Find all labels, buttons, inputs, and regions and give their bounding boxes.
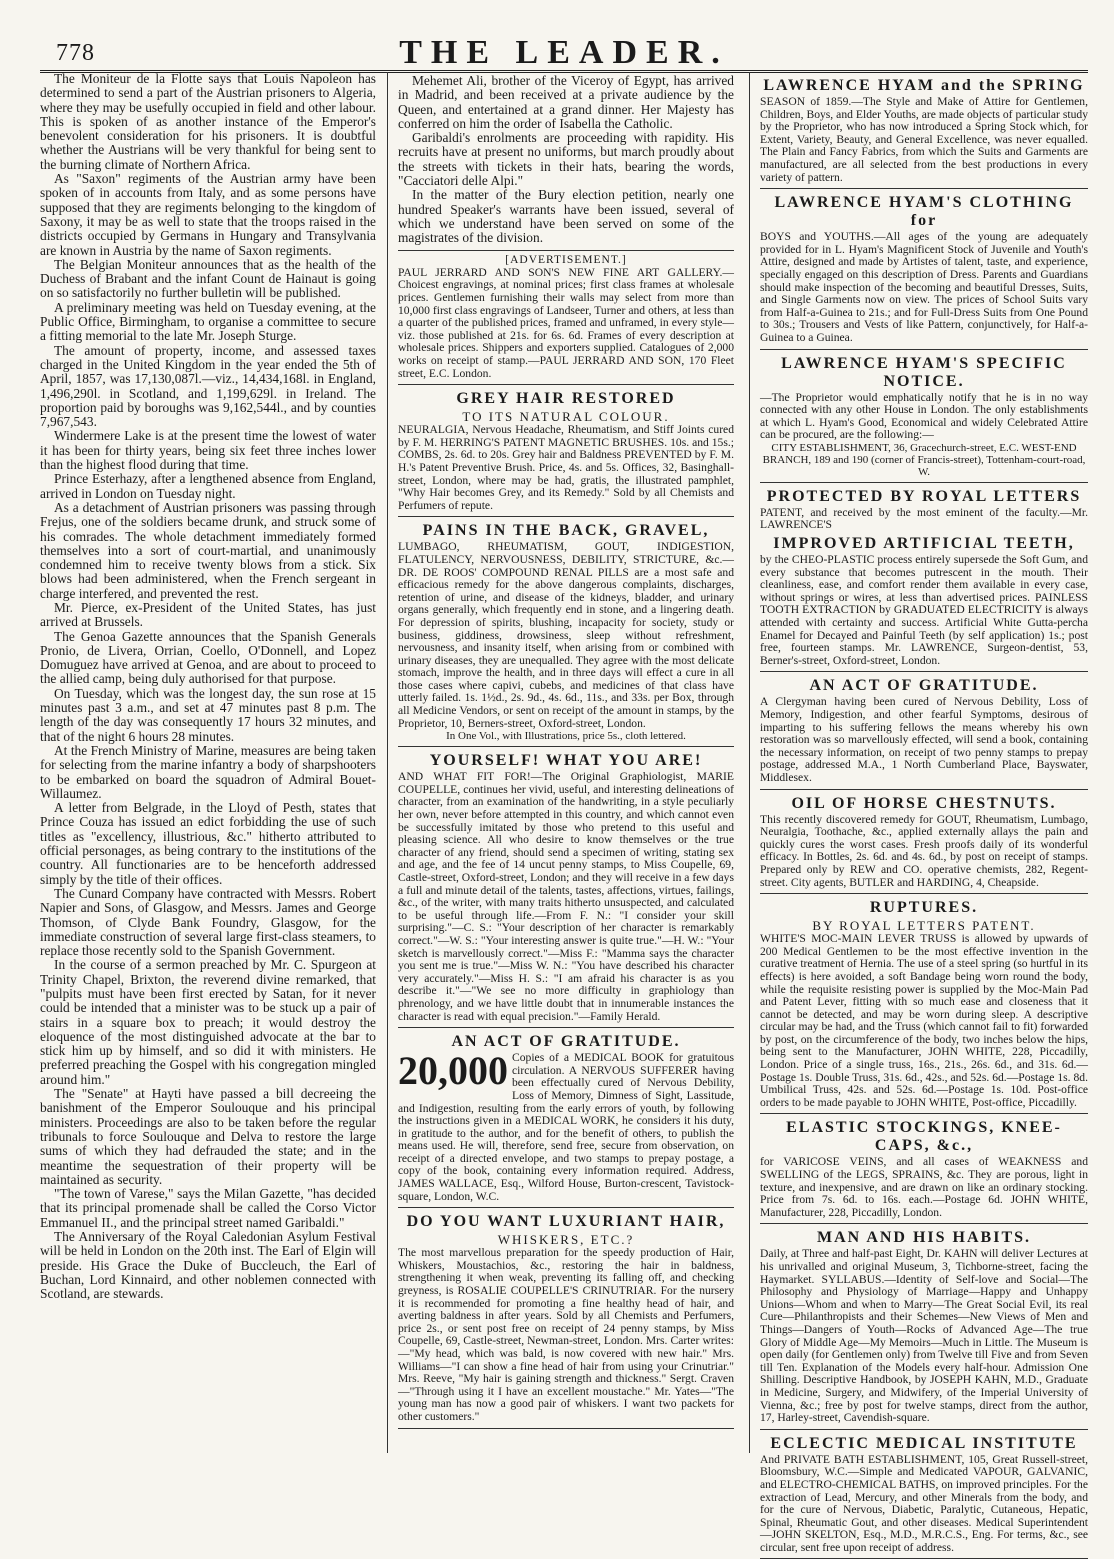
- advertisement-body: NEURALGIA, Nervous Headache, Rheumatism, and Stiff Joints cured by F. M. HERRING'S PATENT MAGNETIC BRUSHES. 10s. and 15s.; COMBS, 2s. 6d. to 20s. Grey hair and Baldness PREVENTED by F. M. H.'s Patent Preventive Brush. Price, 4s. and 5s. Offices, 32, Basinghall-street, London, where may be had, gratis, the illustrated pamphlet, "Why Hair becomes Grey, and its Remedy." Sold by all Chemists and Perfumers of repute.: [398, 423, 734, 512]
- advertisement-headline: LAWRENCE HYAM and the SPRING: [763, 77, 1085, 94]
- columns: [40, 71, 1088, 1554]
- advertisement-body: —The Proprietor would emphatically notify that he is in no way connected with any other House in London. The only establishments at which L. Hyam's Good, Economical and widely Celebrated Attire can be procured, are the following:—: [760, 390, 1088, 442]
- news-paragraph: "The town of Varese," says the Milan Gazette, "has decided that its principal promenade shall be called the Corso Victor Emmanuel II., and the principal street named Garibaldi.": [40, 1186, 376, 1230]
- advertisement-subhead: IMPROVED ARTIFICIAL TEETH,: [773, 535, 1075, 553]
- advert-column-3: [760, 72, 1088, 1554]
- advertisement-body: by the CHEO-PLASTIC process entirely supersede the Soft Gum, and every substance that becomes putrescent in the mouth. Their cleanliness, ease, and comfort render them available in every case, without springs or wires, at less than advertised prices. PAINLESS TOOTH EXTRACTION by GRADUATED ELECTRICITY is always attended with certainty and success. Artificial White Gutta-percha Enamel for Decayed and Painful Teeth (by self application) 1s.; post free, fourteen stamps. Mr. LAWRENCE, Surgeon-dentist, 53, Berner's-street, Oxford-street, London.: [760, 553, 1088, 667]
- advertisement-luxuriant-hair: [398, 1208, 734, 1428]
- advertisement-body: AND WHAT FIT FOR!—The Original Graphiologist, MARIE COUPELLE, continues her vivid, useful, and interesting delineations of character, from an examination of the handwriting, in a style peculiarly her own, never before attempted in this country, and which cannot even be successfully imitated by those who pretend to this useful and pleasing science. All who desire to know themselves or the true character of any friend, should send a specimen of writing, stating sex and age, and the fee of 14 uncut penny stamps, to Miss Coupelle, 69, Castle-street, Oxford-street, London; and they will receive in a few days a full and minute detail of the talents, tastes, affections, virtues, failings, &c., of the writer, with many traits hitherto unsuspected, and calculated to be useful through life.—From F. N.: "I consider your skill surprising."—C. S.: "Your description of her character is remarkably correct."—W. S.: "Your interesting answer is quite true."—H. W.: "Your sketch is marvellously correct."—Miss F.: "Mamma says the character you sent me is true."—Miss W. N.: "You have described his character very accurately."—Miss H. S.: "I am afraid his character is as you describe it."—"We see no more difficulty in graphiology than phrenology, and we have little doubt that in innumerable instances the character is read with equal precision."—Family Herald.: [398, 770, 734, 1023]
- advertisement-hyam-spring: [760, 72, 1088, 189]
- news-paragraph: Mr. Pierce, ex-President of the United States, has just arrived at Brussels.: [40, 599, 376, 630]
- advertisement-man-habits: [760, 1224, 1088, 1429]
- advertisement-body: Daily, at Three and half-past Eight, Dr. KAHN will deliver Lectures at his unrivalled and original Museum, 3, Tichborne-street, facing the Haymarket. SYLLABUS.—Identity of Self-love and Social—The Philosophy and Physiology of Marriage—Happy and Unhappy Unions—Whom and when to Marry—The Great Social Evil, its real Cure—Philanthropists and their Schemes—New Views of Men and Things—Dangers of Youth—Rocks of Advanced Age—The true Glory of Middle Age—My Memoirs—Much in Little. The Museum is open daily (for Gentlemen only) from Twelve till Five and from Seven till Ten. Explanation of the Models every half-hour. Admission One Shilling. Descriptive Handbook, by JOSEPH KAHN, M.D., Graduate in Medicine, Surgery, and Midwifery, of the Imperial University of Vienna, &c.; free by post for twelve stamps, direct from the author, 17, Harley-street, Cavendish-square.: [760, 1247, 1088, 1425]
- advertisement-body: PATENT, and received by the most eminent of the faculty.—Mr. LAWRENCE'S: [760, 505, 1088, 532]
- advertisement-subhead: WHISKERS, ETC.?: [497, 1232, 635, 1248]
- advertisement-hyam-clothing: [760, 189, 1088, 349]
- news-paragraph: The Cunard Company have contracted with Messrs. Robert Napier and Sons, of Glasgow, and Messrs. James and George Thomson, of Clyde Bank Foundry, Glasgow, for the immediate construction of several large first-class steamers, to replace those recently sold to the Spanish Government.: [40, 885, 376, 959]
- advertisement-headline: ELASTIC STOCKINGS, KNEE-CAPS, &c.,: [786, 1119, 1062, 1155]
- advertisement-headline: MAN AND HIS HABITS.: [816, 1229, 1032, 1247]
- advertisement-body: SEASON of 1859.—The Style and Make of Attire for Gentlemen, Children, Boys, and Elder Youths, are made objects of particular study by the Proprietor, who has now introduced a Spring Stock which, for Extent, Variety, Beauty, and General Excellence, was never equalled. The Plain and Fancy Fabrics, from which the Suits and Garments are manufactured, are all selected from the best productions in every variety of pattern.: [760, 95, 1088, 184]
- news-column-1: [40, 72, 376, 1453]
- advertisement-body: WHITE'S MOC-MAIN LEVER TRUSS is allowed by upwards of 200 Medical Gentlemen to be the most effective invention in the curative treatment of Hernia. The use of a steel spring (so hurtful in its effects) is here avoided, a soft Bandage being worn round the body, while the requisite resisting power is supplied by the Moc-Main Pad and Patent Lever, fitting with so much ease and closeness that it cannot be detected, and may be worn during sleep. A descriptive circular may be had, and the Truss (which cannot fail to fit) forwarded by post, on the circumference of the body, two inches below the hips, being sent to the Manufacturer, JOHN WHITE, 228, Piccadilly, London. Price of a single truss, 16s., 21s., 26s. 6d., and 31s. 6d.—Postage 1s. Double Truss, 31s. 6d., 42s., and 52s. 6d.—Postage 1s. 8d. Umbilical Truss, 42s. and 52s. 6d.—Postage 1s. 10d. Post-office orders to be made payable to JOHN WHITE, Post-office, Piccadilly.: [760, 932, 1088, 1109]
- advertisement-body: The most marvellous preparation for the speedy production of Hair, Whiskers, Moustachios, &c., restoring the hair in baldness, strengthening it when weak, preventing its falling off, and checking greyness, is ROSALIE COUPELLE'S CRINUTRIAR. For the nursery it is recommended for promoting a fine healthy head of hair, and averting baldness in after years. Sold by all Chemists and Perfumers, price 2s., or sent post free on receipt of 24 penny stamps, by Miss Coupelle, 69, Castle-street, Newman-street, London. Mrs. Carter writes:—"My head, which was bald, is now covered with new hair." Mrs. Williams—"I can show a fine head of hair from using your Crinutriar." Mrs. Reeve, "My hair is gaining strength and thickness." Sergt. Craven—"Through using it I have an excellent moustache." Mr. Yates—"The young man has now a good pair of whiskers. I want two packets for other customers.": [398, 1246, 734, 1423]
- news-paragraph: Garibaldi's enrolments are proceeding with rapidity. His recruits have at present no uniforms, but march proudly about the streets with tickets in their hats, bearing the words, "Cacciatori delle Alpi.": [398, 130, 734, 189]
- page-number: 778: [56, 40, 95, 66]
- news-paragraph: Windermere Lake is at the present time the lowest of water it has been for thirty years, being six feet three inches lower than the highest flood during that time.: [40, 428, 376, 473]
- news-paragraph: At the French Ministry of Marine, measures are being taken for selecting from the marine infantry a body of sharpshooters to be embarked on board the squadron of Admiral Bouet-Willaumez.: [40, 742, 376, 801]
- advertisement-headline: AN ACT OF GRATITUDE.: [451, 1033, 681, 1051]
- advertisement-clergyman: [760, 672, 1088, 789]
- news-paragraph: The Moniteur de la Flotte says that Louis Napoleon has determined to send a part of the Austrian prisoners to Algeria, where they may be usefully occupied in field and other labour. This is spoken of as another instance of the Emperor's benevolent consideration for his prisoners. It is doubtful whether the Austrians will be very thankful for being sent to the burning climate of Northern Africa.: [40, 71, 376, 172]
- advertisement-body: A Clergyman having been cured of Nervous Debility, Loss of Memory, Indigestion, and other fearful Symptoms, desirous of imparting to his suffering fellows the means whereby his own restoration was so marvellously effected, will send a book, containing the necessary information, on receipt of two penny stamps to prepay postage, addressed M.A., 1 North Cumberland Place, Bayswater, Middlesex.: [760, 695, 1088, 784]
- column-rule: [387, 72, 388, 1453]
- news-paragraph: As a detachment of Austrian prisoners was passing through Frejus, one of the soldiers became drunk, and struck some of his comrades. The whole detachment immediately formed themselves into a sort of court-martial, and unanimously condemned him to receive twenty blows from a stick. Six blows had been administered, when the French sergeant in charge interfered, and prevented the rest.: [40, 499, 376, 601]
- news-paragraph: Prince Esterhazy, after a lengthened absence from England, arrived in London on Tuesday night.: [40, 471, 376, 501]
- advertisement-eclectic: [760, 1430, 1088, 1559]
- advertisement-gratitude-book: [398, 1028, 734, 1208]
- news-paragraph: The Genoa Gazette announces that the Spanish Generals Pronio, de Livera, Orrian, Coello, O'Donnell, and Lopez Domuguez have arrived at Genoa, and are about to proceed to the allied camp, being duly authorised for that purpose.: [40, 628, 376, 687]
- news-paragraph: The Belgian Moniteur announces that as the health of the Duchess of Brabant and the infant Count de Hainaut is going on so satisfactorily no further bulletin will be published.: [40, 256, 376, 301]
- news-paragraph: In the matter of the Bury election petition, nearly one hundred Speaker's warrants have been issued, several of which we understand have been served on some of the magistrates of the division.: [398, 187, 734, 246]
- advertisement-text: Copies of a MEDICAL BOOK for gratuitous circulation. A NERVOUS SUFFERER having been effectually cured of Nervous Debility, Loss of Memory, Dimness of Sight, Lassitude, and Indigestion, resulting from the early errors of youth, by following the instructions given in a MEDICAL WORK, he considers it his duty, in gratitude to the author, and for the benefit of others, to publish the means used. He will, therefore, send free, secure from observation, on receipt of a directed envelope, and two stamps to prepay postage, a copy of the book, containing every information required. Address, JAMES WALLACE, Esq., Wilford House, Burton-crescent, Tavistock-square, London, W.C.: [398, 1051, 734, 1203]
- news-block: [398, 72, 734, 251]
- advertisement-headline: DO YOU WANT LUXURIANT HAIR,: [406, 1213, 726, 1231]
- advertisement-renal-pills: [398, 517, 734, 747]
- advertisement-hyam-notice: [760, 350, 1088, 483]
- advertisement-headline: OIL OF HORSE CHESTNUTS.: [791, 794, 1057, 812]
- advertisement-footer: In One Vol., with Illustrations, price 5s., cloth lettered.: [446, 730, 686, 743]
- column-rule: [749, 72, 750, 1453]
- advertisement-body: LUMBAGO, RHEUMATISM, GOUT, INDIGESTION, FLATULENCY, NERVOUSNESS, DEBILITY, STRICTURE, &c.—DR. DE ROOS' COMPOUND RENAL PILLS are a most safe and efficacious remedy for the above dangerous complaints, discharges, retention of urine, and disease of the kidneys, bladder, and urinary organs generally, which frequently end in stone, and a lingering death. For depression of spirits, blushing, incapacity for society, study or business, giddiness, drowsiness, sleep without refreshment, nervousness, and insanity itself, when arising from or combined with urinary diseases, they are unequalled. They agree with the most delicate stomach, improve the health, and in three days will effect a cure in all those cases where capivi, cubebs, and medicines of that class have utterly failed. 1s. 1½d., 2s. 9d., 4s. 6d., 11s., and 33s. per Box, through all Medicine Vendors, or sent on receipt of the amount in stamps, by the Proprietor, 10, Berners-street, Oxford-street, London.: [398, 540, 734, 730]
- advertisement-body: PAUL JERRARD AND SON'S NEW FINE ART GALLERY.—Choicest engravings, at nominal prices; first class frames at wholesale prices. Gentlemen furnishing their walls may select from more than 10,000 first class engravings of Landseer, Turner and others, at less than a quarter of the published prices, framed and unframed, in every style—viz. those published at 21s. for 6s. 6d. Frames of every description at wholesale prices. Shippers and exporters supplied. Catalogues of 2,000 works on receipt of stamp.—PAUL JERRARD AND SON, 170 Fleet street, E.C. London.: [398, 265, 734, 380]
- news-paragraph: As "Saxon" regiments of the Austrian army have been spoken of in accounts from Italy, and as some persons have supposed that they are regiments belonging to the kingdom of Saxony, it may be as well to state that the troops raised in the districts occupied by Germans in Hungary and Transylvania are known in Austria by the name of Saxon regiments.: [40, 171, 376, 258]
- news-paragraph: The "Senate" at Hayti have passed a bill decreeing the banishment of the Emperor Soulouque and his principal ministers. Proceedings are also to be taken before the regular tribunals to force Soulouque and Delva to restore the large sums of which they had defrauded the state; and in the meantime the sequestration of their property will be maintained as security.: [40, 1086, 376, 1187]
- advertisement-label: [ADVERTISEMENT.]: [505, 253, 627, 266]
- advertisement-stockings: [760, 1114, 1088, 1224]
- advertisement-subhead: BY ROYAL LETTERS PATENT.: [812, 918, 1036, 934]
- advertisement-headline: AN ACT OF GRATITUDE.: [809, 677, 1039, 695]
- masthead: [40, 0, 1088, 73]
- advertisement-graphiology: [398, 747, 734, 1028]
- advertisement-teeth: [760, 483, 1088, 673]
- advertisement-body: And PRIVATE BATH ESTABLISHMENT, 105, Great Russell-street, Bloomsbury, W.C.—Simple and Medicated VAPOUR, GALVANIC, and ELECTRO-CHEMICAL BATHS, on improved principles. For the extraction of Lead, Mercury, and other Minerals from the body, and for the cure of Nervous, Diabetic, Paralytic, Cutaneous, Hepatic, Spinal, Rheumatic Gout, and other diseases. Medical Superintendent—JOHN SKELTON, Esq., M.D., M.R.C.S., Eng. For terms, &c., see circular, sent free upon receipt of address.: [760, 1452, 1088, 1554]
- advertisement-body: This recently discovered remedy for GOUT, Rheumatism, Lumbago, Neuralgia, Toothache, &c., applied externally allays the pain and quickly cures the worst cases. Fresh proofs daily of its wonderful efficacy. In Bottles, 2s. 6d. and 4s. 6d., by post on receipt of stamps. Prepared only by REW and CO. operative chemists, 282, Regent-street. City agents, BUTLER and HARDING, 4, Cheapside.: [760, 812, 1088, 889]
- news-paragraph: Mehemet Ali, brother of the Viceroy of Egypt, has arrived in Madrid, and been received at a private audience by the Queen, and entertained at a grand dinner. Her Majesty has conferred on him the order of Isabella the Catholic.: [398, 73, 734, 131]
- news-paragraph: In the course of a sermon preached by Mr. C. Spurgeon at Trinity Chapel, Brixton, the reverend divine remarked, that "pulpits must have been first erected by Satan, for it never could be intended that a minister was to be stuck up a pair of stairs in a square box to preach; it would destroy the eloquence of the most distinguished advocate at the bar to stick him up by himself, and so did it with ministers. He preferred preaching the Gospel with his congregation mingled around him.": [40, 957, 376, 1087]
- news-paragraph: The Anniversary of the Royal Caledonian Asylum Festival will be held in London on the 20th inst. The Earl of Elgin will preside. His Grace the Duke of Buccleuch, the Earl of Buchan, Lord Kinnaird, and other noblemen connected with Scotland, are stewards.: [40, 1229, 376, 1302]
- advertisement-body: for VARICOSE VEINS, and all cases of WEAKNESS and SWELLING of the LEGS, SPRAINS, &c. They are porous, light in texture, and inexpensive, and are drawn on like an ordinary stocking. Price from 7s. 6d. to 16s. each.—Postage 6d. JOHN WHITE, Manufacturer, 228, Piccadilly, London.: [760, 1155, 1088, 1219]
- advertisement-headline: LAWRENCE HYAM'S CLOTHING for: [774, 194, 1074, 230]
- advertisement-headline: RUPTURES.: [869, 899, 979, 917]
- advertisement-headline: YOURSELF! WHAT YOU ARE!: [429, 752, 703, 770]
- advertisement-grey-hair: [398, 385, 734, 517]
- news-column-2: [398, 72, 734, 1453]
- advertisement-ruptures: [760, 894, 1088, 1114]
- advertisement-headline: GREY HAIR RESTORED: [456, 390, 676, 408]
- news-paragraph: A letter from Belgrade, in the Lloyd of Pesth, states that Prince Couza has issued an edict forbidding the use of such titles as "excellency, illustrious, &c." hitherto attributed to official personages, as being contrary to the institutions of the country. All functionaries are to be henceforth addressed simply by the title of their offices.: [40, 800, 376, 887]
- advertisement-headline: LAWRENCE HYAM'S SPECIFIC NOTICE.: [781, 354, 1067, 390]
- advertisement-jerrard: [398, 251, 734, 386]
- advertisement-body: [398, 1048, 734, 1203]
- advertisement-headline: ECLECTIC MEDICAL INSTITUTE: [770, 1434, 1078, 1452]
- news-paragraph: A preliminary meeting was held on Tuesday evening, at the Public Office, Birmingham, to organise a committee to secure a fitting memorial to the late Mr. Joseph Sturge.: [40, 299, 376, 344]
- advertisement-horse-chestnuts: [760, 790, 1088, 895]
- advertisement-big-number: 20,000: [398, 1048, 508, 1094]
- advertisement-subhead: TO ITS NATURAL COLOUR.: [462, 409, 670, 425]
- advertisement-headline: PAINS IN THE BACK, GRAVEL,: [422, 522, 710, 540]
- paper-title: THE LEADER.: [399, 34, 729, 71]
- advertisement-footer: CITY ESTABLISHMENT, 36, Gracechurch-street, E.C. WEST-END BRANCH, 189 and 190 (corner of Francis-street), Tottenham-court-road, W.: [762, 441, 1086, 478]
- advertisement-body: BOYS and YOUTHS.—All ages of the young are adequately provided for in L. Hyam's Magnificent Stock of Juvenile and Youth's Attire, designed and made by Artistes of talent, taste, and experience, specially engaged on this description of Dress. Parents and Guardians should make inspection of the becoming and beautiful Dresses, Suits, and Single Garments now on view. The prices of School Suits vary from Half-a-Guinea to 21s.; and for Full-Dress Suits from One Pound to 30s.; Trousers and Vests of like Pattern, conjunctively, for Half-a-Guinea to a Guinea.: [760, 230, 1088, 344]
- news-paragraph: The amount of property, income, and assessed taxes charged in the United Kingdom in the year ended the 5th of April, 1857, was 17,130,087l.—viz., 14,434,168l. in England, 1,496,290l. in Scotland, and 1,199,629l. in Ireland. The proportion paid by boroughs was 9,162,544l., and by counties 7,967,543.: [40, 342, 376, 430]
- advertisement-headline: PROTECTED BY ROYAL LETTERS: [766, 487, 1082, 505]
- news-paragraph: On Tuesday, which was the longest day, the sun rose at 15 minutes past 3 a.m., and set at 47 minutes past 8 p.m. The length of the day was consequently 17 hours 32 minutes, and that of the night 6 hours 28 minutes.: [40, 685, 376, 744]
